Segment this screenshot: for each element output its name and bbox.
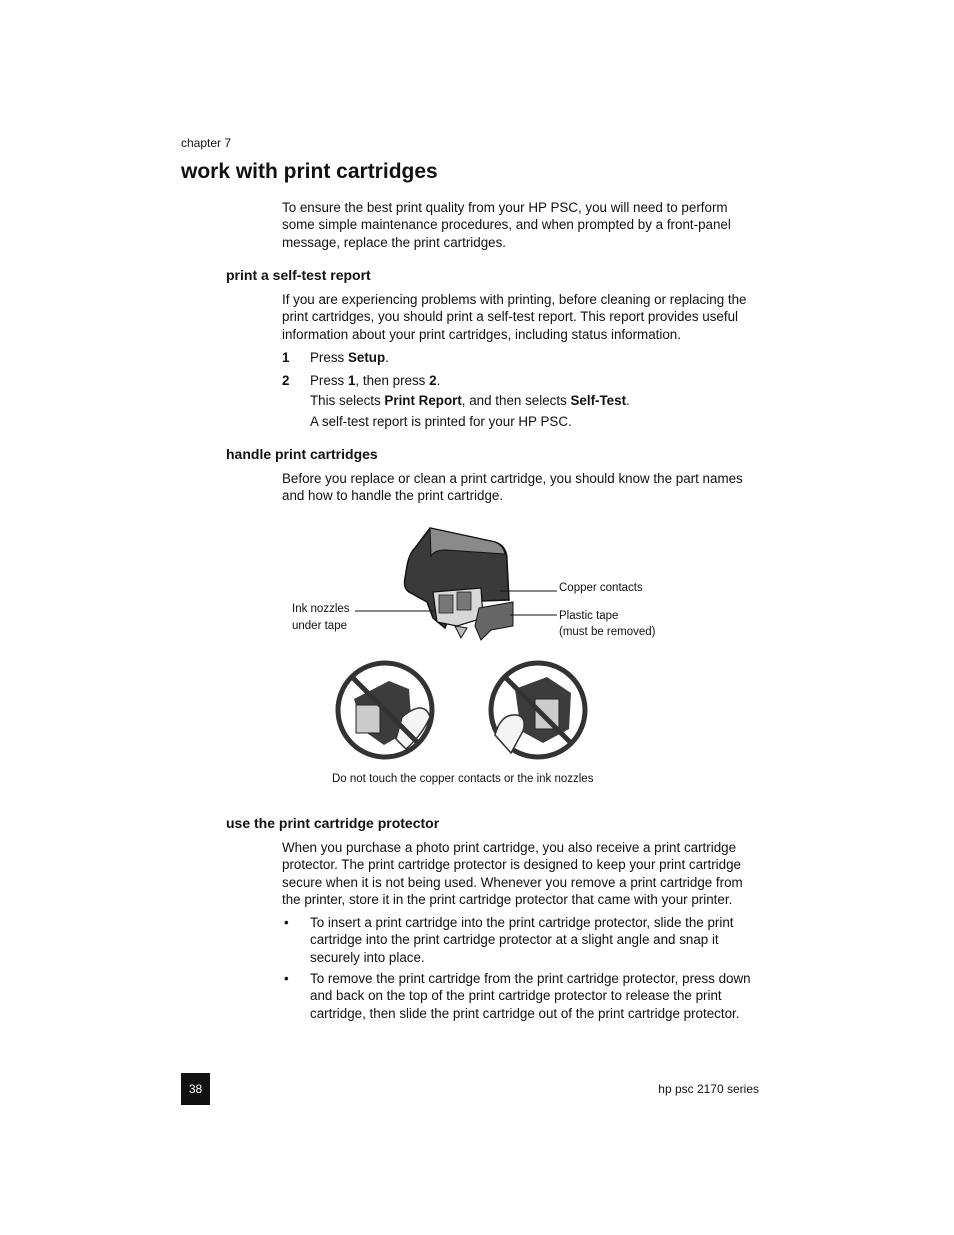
- step-text: Press Setup.: [310, 350, 389, 365]
- label-under-tape: under tape: [292, 620, 347, 632]
- section-heading-handle: handle print cartridges: [226, 446, 378, 462]
- protector-paragraph: When you purchase a photo print cartridge, you also receive a print cartridge protector. The print cartridge protector is designed to keep your print cartridge secure when it is not being used. Whenever you remove a print cartridge from the printer, store it in the print cartridge protector that came with your printer.: [282, 840, 743, 907]
- chapter-label: chapter 7: [181, 136, 232, 150]
- section-heading-self-test: print a self-test report: [226, 267, 371, 283]
- bullet-dot: •: [284, 915, 289, 930]
- step-number: 2: [282, 373, 290, 388]
- page-number: 38: [181, 1073, 210, 1105]
- page-title: work with print cartridges: [181, 160, 438, 183]
- do-not-touch-icon: [487, 659, 589, 761]
- label-must-be-removed: (must be removed): [559, 626, 656, 638]
- section-heading-protector: use the print cartridge protector: [226, 815, 440, 831]
- bullet-dot: •: [284, 971, 289, 986]
- label-ink-nozzles: Ink nozzles: [292, 603, 350, 615]
- label-copper-contacts: Copper contacts: [559, 582, 643, 594]
- self-test-paragraph: If you are experiencing problems with printing, before cleaning or replacing the print cartridges, you should print a self-test report. This report provides useful information about your print cartridges, including status information.: [282, 292, 747, 342]
- handle-paragraph: Before you replace or clean a print cartridge, you should know the part names and how to handle the print cartridge.: [282, 471, 743, 504]
- print-cartridge-diagram: [395, 522, 520, 644]
- do-not-touch-icon: [334, 659, 436, 761]
- callout-lines: [355, 585, 560, 625]
- intro-paragraph: To ensure the best print quality from your HP PSC, you will need to perform some simple maintenance procedures, and when prompted by a front-panel message, replace the print cartridges.: [282, 200, 731, 250]
- step-text: Press 1, then press 2.: [310, 373, 441, 388]
- bullet-text: To remove the print cartridge from the print cartridge protector, press down and back on the top of the print cartridge protector to release the print cartridge, then slide the print cartridge out of the print cartridge protector.: [310, 971, 751, 1021]
- step-number: 1: [282, 350, 290, 365]
- figure-caption: Do not touch the copper contacts or the ink nozzles: [332, 773, 594, 785]
- bullet-text: To insert a print cartridge into the print cartridge protector, slide the print cartridge into the print cartridge protector at a slight angle and snap it securely into place.: [310, 915, 734, 965]
- label-plastic-tape: Plastic tape: [559, 610, 619, 622]
- footer-product: hp psc 2170 series: [658, 1082, 759, 1096]
